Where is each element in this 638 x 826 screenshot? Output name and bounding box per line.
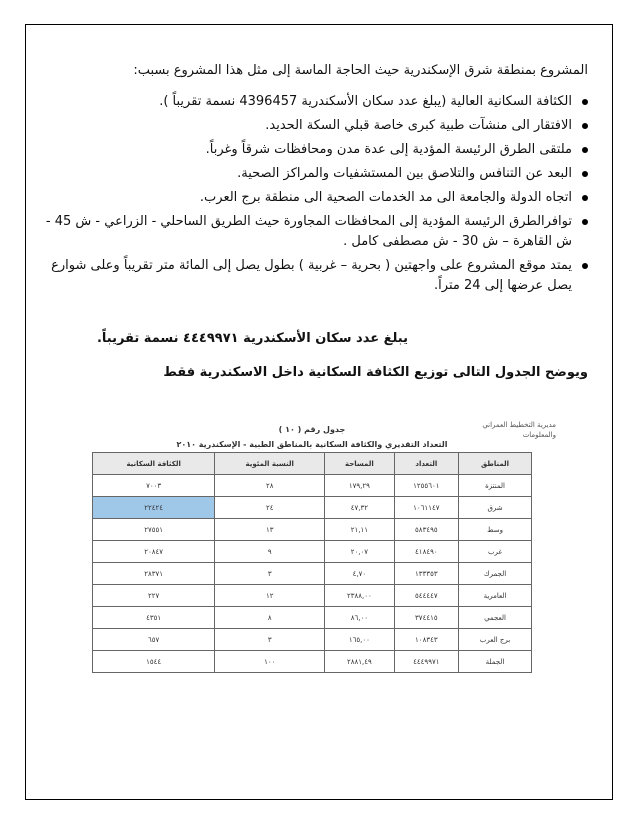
header-cell: التعداد: [394, 453, 458, 475]
list-item: ملتقى الطرق الرئيسة المؤدية إلى عدة مدن ومحافظات شرقاً وغرباً.: [28, 140, 588, 160]
table-row: [93, 585, 532, 607]
table-row: [93, 475, 532, 497]
table-cell: ٢٣٨٨,٠٠: [325, 585, 394, 607]
table-cell: ١٢٥٥٦٠١: [394, 475, 458, 497]
table-title: التعداد التقديري والكثافة السكانية بالمناطق الطبية - الإسكندرية ٢٠١٠: [176, 440, 448, 449]
table-cell: ٤١٨٤٩٠: [394, 541, 458, 563]
table-cell: ١٠٦١١٤٧: [394, 497, 458, 519]
header-cell: المساحة: [325, 453, 394, 475]
table-cell: ٤٣٥١: [93, 607, 215, 629]
list-item: الافتقار الى منشآت طبية كبرى خاصة قبلي السكة الحديد.: [28, 116, 588, 136]
table-row: [93, 541, 532, 563]
table-cell: ٤٧,٣٢: [325, 497, 394, 519]
table-cell: ٨٦,٠٠: [325, 607, 394, 629]
table-row: [93, 651, 532, 673]
table-cell: ٢٨٣٧١: [93, 563, 215, 585]
table-cell: ١٢: [215, 585, 325, 607]
table-cell: ٢٠٨٤٧: [93, 541, 215, 563]
table-cell: ٤,٧٠: [325, 563, 394, 585]
scanned-table-image: [92, 420, 556, 670]
table-cell: ٢٢٤٢٤: [93, 497, 215, 519]
table-cell: ١٠٨٣٤٣: [394, 629, 458, 651]
table-row: [93, 629, 532, 651]
header-cell: الكثافة السكانية: [93, 453, 215, 475]
bullet-dot-icon: [582, 99, 588, 105]
list-item: يمتد موقع المشروع على واجهتين ( بحرية – غربية ) بطول يصل إلى المائة متر تقريباً وعلى شوارع يصل عرضها إلى 24 متراً.: [28, 256, 588, 296]
table-cell: ٧٠٠٣: [93, 475, 215, 497]
table-cell: ٣: [215, 629, 325, 651]
bullet-dot-icon: [582, 171, 588, 177]
bullet-dot-icon: [582, 263, 588, 269]
table-cell: العامرية: [459, 585, 532, 607]
list-item: الكثافة السكانية العالية (يبلغ عدد سكان الأسكندرية 4396457 نسمة تقريباً ).: [28, 92, 588, 112]
table-cell: ١٥٤٤: [93, 651, 215, 673]
population-heading: يبلغ عدد سكان الأسكندرية ٤٤٤٩٩٧١ نسمة تقريباً.: [96, 331, 408, 346]
table-cell: شرق: [459, 497, 532, 519]
table-row: [93, 497, 532, 519]
bullet-dot-icon: [582, 195, 588, 201]
table-cell: ١٣: [215, 519, 325, 541]
intro-paragraph: المشروع بمنطقة شرق الإسكندرية حيث الحاجة الماسة إلى مثل هذا المشروع بسبب:: [133, 63, 588, 78]
table-cell: وسط: [459, 519, 532, 541]
table-cell: برج العرب: [459, 629, 532, 651]
table-cell: ١٧٩,٢٩: [325, 475, 394, 497]
table-header-row: [93, 453, 532, 475]
table-cell: ٣: [215, 563, 325, 585]
table-cell: ٥٤٤٤٤٧: [394, 585, 458, 607]
bullet-dot-icon: [582, 147, 588, 153]
table-cell: غرب: [459, 541, 532, 563]
table-cell: ١٦٥,٠٠: [325, 629, 394, 651]
table-cell: ١٠٠: [215, 651, 325, 673]
bullet-dot-icon: [582, 123, 588, 129]
bullet-dot-icon: [582, 219, 588, 225]
table-cell: ٢٤: [215, 497, 325, 519]
corner-note: مديرية التخطيط العمراني والمعلومات: [482, 421, 556, 439]
table-cell: ٣٧٤٤١٥: [394, 607, 458, 629]
population-density-table: [92, 452, 532, 673]
table-cell: الجمرك: [459, 563, 532, 585]
table-cell: ٢١,١١: [325, 519, 394, 541]
table-row: [93, 563, 532, 585]
header-cell: النسبة المئوية: [215, 453, 325, 475]
list-item: توافرالطرق الرئيسة المؤدية إلى المحافظات المجاورة حيث الطريق الساحلي - الزراعي - ش 45 - ش القاهرة – ش 30 - ش مصطفى كامل .: [28, 212, 588, 252]
table-cell: ٥٨٣٤٩٥: [394, 519, 458, 541]
table-cell: ٢٨: [215, 475, 325, 497]
table-cell: ٤٤٤٩٩٧١: [394, 651, 458, 673]
table-row: [93, 519, 532, 541]
table-cell: ٢٢٧: [93, 585, 215, 607]
table-cell: ٦٥٧: [93, 629, 215, 651]
header-cell: المناطق: [459, 453, 532, 475]
reasons-list: [28, 92, 588, 296]
table-cell: ١٣٣٣٥٣: [394, 563, 458, 585]
table-cell: ٢٨٨١,٤٩: [325, 651, 394, 673]
list-item: البعد عن التنافس والتلاصق بين المستشفيات والمراكز الصحية.: [28, 164, 588, 184]
list-item: اتجاه الدولة والجامعة الى مد الخدمات الصحية الى منطقة برج العرب.: [28, 188, 588, 208]
table-cell: ٩: [215, 541, 325, 563]
table-number: جدول رقم ( ١٠ ): [278, 425, 346, 434]
table-cell: ٢٠,٠٧: [325, 541, 394, 563]
table-intro-heading: ويوضح الجدول التالى توزيع الكثافة السكانية داخل الاسكندرية فقط: [163, 365, 588, 380]
table-cell: الجملة: [459, 651, 532, 673]
table-cell: ٢٧٥٥١: [93, 519, 215, 541]
table-row: [93, 607, 532, 629]
table-cell: المنتزة: [459, 475, 532, 497]
document-body: [28, 62, 588, 398]
table-cell: العجمي: [459, 607, 532, 629]
table-cell: ٨: [215, 607, 325, 629]
